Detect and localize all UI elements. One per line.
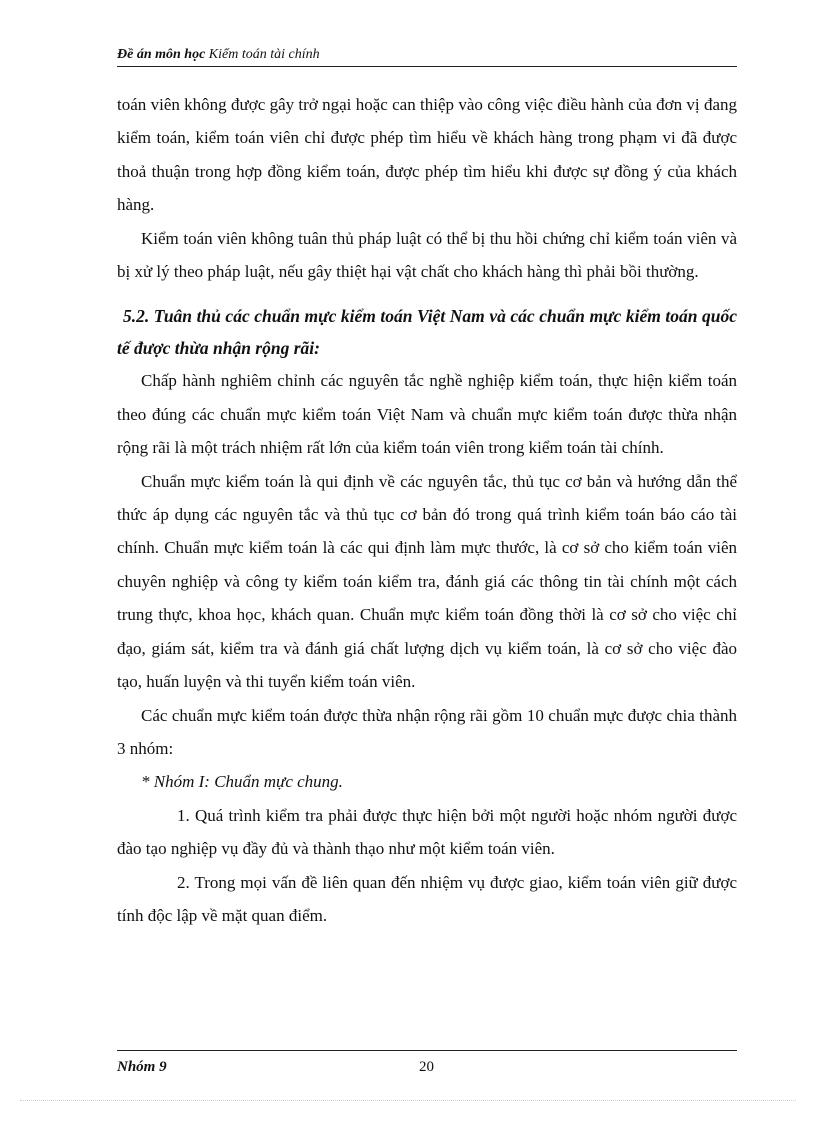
- list-item-2: 2. Trong mọi vấn đề liên quan đến nhiệm vụ được giao, kiểm toán viên giữ được tính độc lập về mặt quan điểm.: [117, 872, 737, 925]
- page-footer: [117, 1050, 737, 1076]
- section-heading: 5.2. Tuân thủ các chuẩn mực kiểm toán Việt Nam và các chuẩn mực kiểm toán quốc tế được thừa nhận rộng rãi:: [117, 306, 737, 359]
- paragraph-4: Chuẩn mực kiểm toán là qui định về các nguyên tắc, thủ tục cơ bản và hướng dẫn thể thức áp dụng các nguyên tắc và thủ tục cơ bản đó trong quá trình kiểm toán báo cáo tài chính. Chuẩn mực kiểm toán là các qui định làm mực thước, là cơ sở cho kiểm toán viên chuyên nghiệp và công ty kiểm toán kiểm tra, đánh giá các thông tin tài chính một cách trung thực, khoa học, khách quan. Chuẩn mực kiểm toán đồng thời là cơ sở cho việc chỉ đạo, giám sát, kiểm tra và đánh giá chất lượng dịch vụ kiểm toán, là cơ sở cho việc đào tạo, huấn luyện và thi tuyển kiểm toán viên.: [117, 471, 737, 692]
- paragraph-5: Các chuẩn mực kiểm toán được thừa nhận rộng rãi gồm 10 chuẩn mực được chia thành 3 nhóm:: [117, 705, 737, 758]
- page-header: [117, 47, 737, 67]
- paragraph-2: Kiểm toán viên không tuân thủ pháp luật có thể bị thu hồi chứng chỉ kiểm toán viên và bị xử lý theo pháp luật, nếu gây thiệt hại vật chất cho khách hàng thì phải bồi thường.: [117, 228, 737, 282]
- header-subject: Kiểm toán tài chính: [208, 47, 320, 62]
- page-break-divider: [20, 1100, 796, 1101]
- footer-group-label: Nhóm 9: [117, 1059, 167, 1075]
- page-number: 20: [419, 1059, 434, 1075]
- paragraph-1: toán viên không được gây trở ngại hoặc can thiệp vào công việc điều hành của đơn vị đang kiểm toán, kiểm toán viên chỉ được phép tìm hiểu về khách hàng trong phạm vi đã được thoả thuận trong hợp đồng kiểm toán, được phép tìm hiểu khi được sự đồng ý của khách hàng.: [117, 95, 737, 215]
- paragraph-3: Chấp hành nghiêm chỉnh các nguyên tắc nghề nghiệp kiểm toán, thực hiện kiểm toán theo đúng các chuẩn mực kiểm toán Việt Nam và chuẩn mực kiểm toán được thừa nhận rộng rãi là một trách nhiệm rất lớn của kiểm toán viên trong kiểm toán tài chính.: [117, 371, 737, 458]
- document-body: [117, 88, 737, 932]
- bullet-group-1: * Nhóm I: Chuẩn mực chung.: [141, 772, 343, 792]
- header-course-label: Đề án môn học: [117, 47, 206, 62]
- list-item-1: 1. Quá trình kiểm tra phải được thực hiện bởi một người hoặc nhóm người được đào tạo nghiệp vụ đầy đủ và thành thạo như một kiểm toán viên.: [117, 805, 737, 859]
